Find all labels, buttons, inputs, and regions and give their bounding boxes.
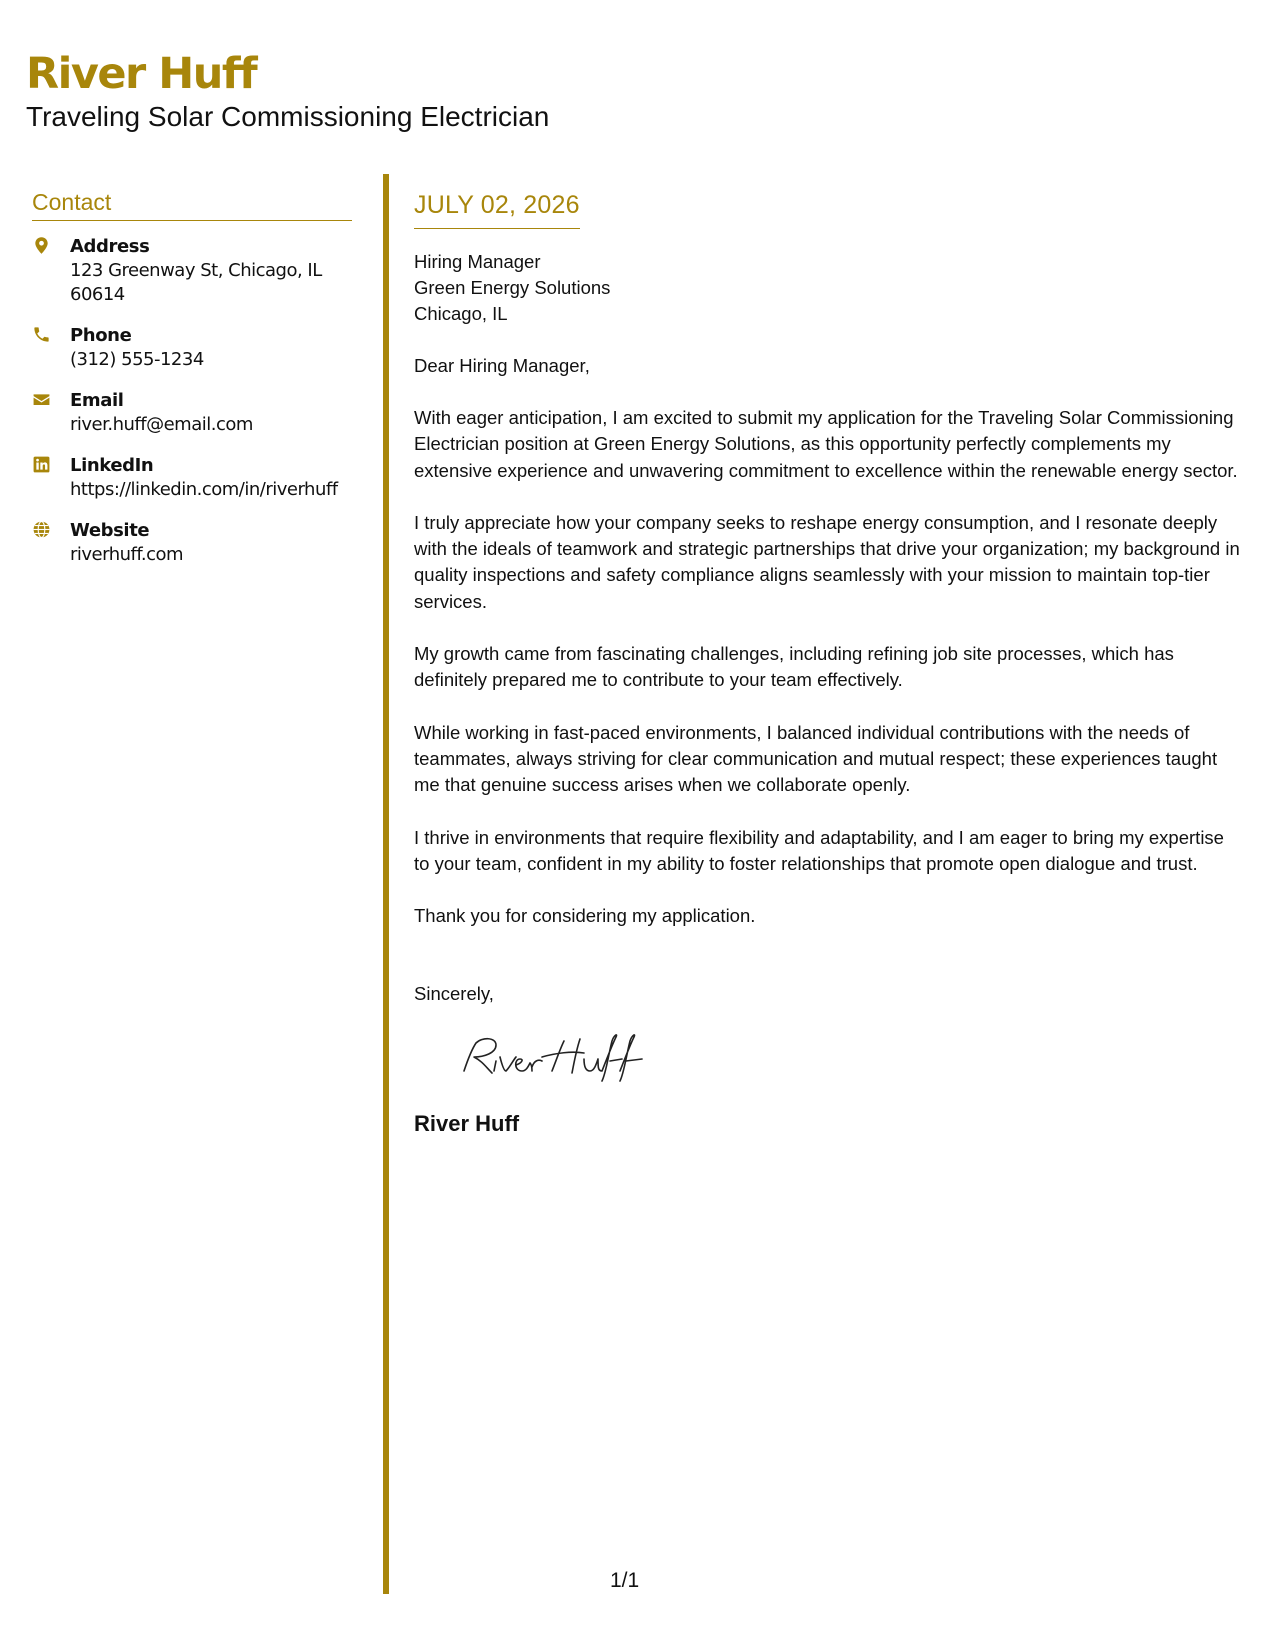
contact-label: Address <box>70 236 150 257</box>
recipient-title: Hiring Manager <box>414 251 541 272</box>
contact-label: Phone <box>70 325 132 346</box>
contact-label: LinkedIn <box>70 455 154 476</box>
contact-heading: Contact <box>32 188 352 221</box>
applicant-name: River Huff <box>26 49 257 99</box>
letter-header <box>26 48 549 134</box>
body-paragraph: With eager anticipation, I am excited to submit my application for the Traveling Solar Commissioning Electrician position at Green Energy Solutions, as this opportunity perfectly complements my extensive experience and unwavering commitment to excellence within the renewable energy sector. <box>414 407 1238 481</box>
signer-name: River Huff <box>414 1111 520 1137</box>
globe-icon <box>32 519 70 539</box>
contact-value-address: 123 Greenway St, Chicago, IL 60614 <box>70 260 322 305</box>
phone-icon <box>32 324 70 344</box>
contact-item-website <box>32 519 352 567</box>
contact-value-linkedin: https://linkedin.com/in/riverhuff <box>70 479 338 500</box>
contact-label: Website <box>70 520 150 541</box>
contact-value-email: river.huff@email.com <box>70 414 253 435</box>
letter-date: JULY 02, 2026 <box>414 190 580 229</box>
closing: Sincerely, <box>414 983 494 1005</box>
salutation: Dear Hiring Manager, <box>414 355 590 376</box>
contact-value-phone: (312) 555-1234 <box>70 349 204 370</box>
recipient-company: Green Energy Solutions <box>414 277 611 298</box>
body-paragraph: I truly appreciate how your company seeks to reshape energy consumption, and I resonate deeply with the ideals of teamwork and strategic partnerships that drive your organization; my background in quality inspections and safety compliance aligns seamlessly with your mission to maintain top-tier services. <box>414 511 1240 612</box>
handwritten-signature <box>456 1027 656 1087</box>
applicant-job-title: Traveling Solar Commissioning Electrician <box>26 101 550 132</box>
contact-item-linkedin <box>32 454 352 502</box>
body-paragraph: My growth came from fascinating challenges, including refining job site processes, which has definitely prepared me to contribute to your team effectively. <box>414 643 1174 691</box>
page-number: 1/1 <box>610 1569 640 1592</box>
linkedin-icon <box>32 454 70 474</box>
contact-value-website: riverhuff.com <box>70 544 184 565</box>
vertical-divider <box>383 174 389 1594</box>
recipient-block <box>414 249 1244 327</box>
map-pin-icon <box>32 235 70 255</box>
contact-label: Email <box>70 390 124 411</box>
contact-item-address <box>32 235 352 307</box>
body-paragraph: While working in fast-paced environments, I balanced individual contributions with the needs of teammates, always striving for clear communication and mutual respect; these experiences taught me that genuine success arises when we collaborate openly. <box>414 721 1218 796</box>
envelope-icon <box>32 389 70 409</box>
contact-item-email <box>32 389 352 437</box>
letter-body <box>414 190 1244 1138</box>
contact-item-phone <box>32 324 352 372</box>
body-paragraph: I thrive in environments that require flexibility and adaptability, and I am eager to bring my expertise to your team, confident in my ability to foster relationships that promote open dialogue and trust. <box>414 826 1224 874</box>
body-paragraph: Thank you for considering my application. <box>414 905 756 927</box>
contact-sidebar <box>32 188 352 584</box>
recipient-location: Chicago, IL <box>414 303 508 324</box>
